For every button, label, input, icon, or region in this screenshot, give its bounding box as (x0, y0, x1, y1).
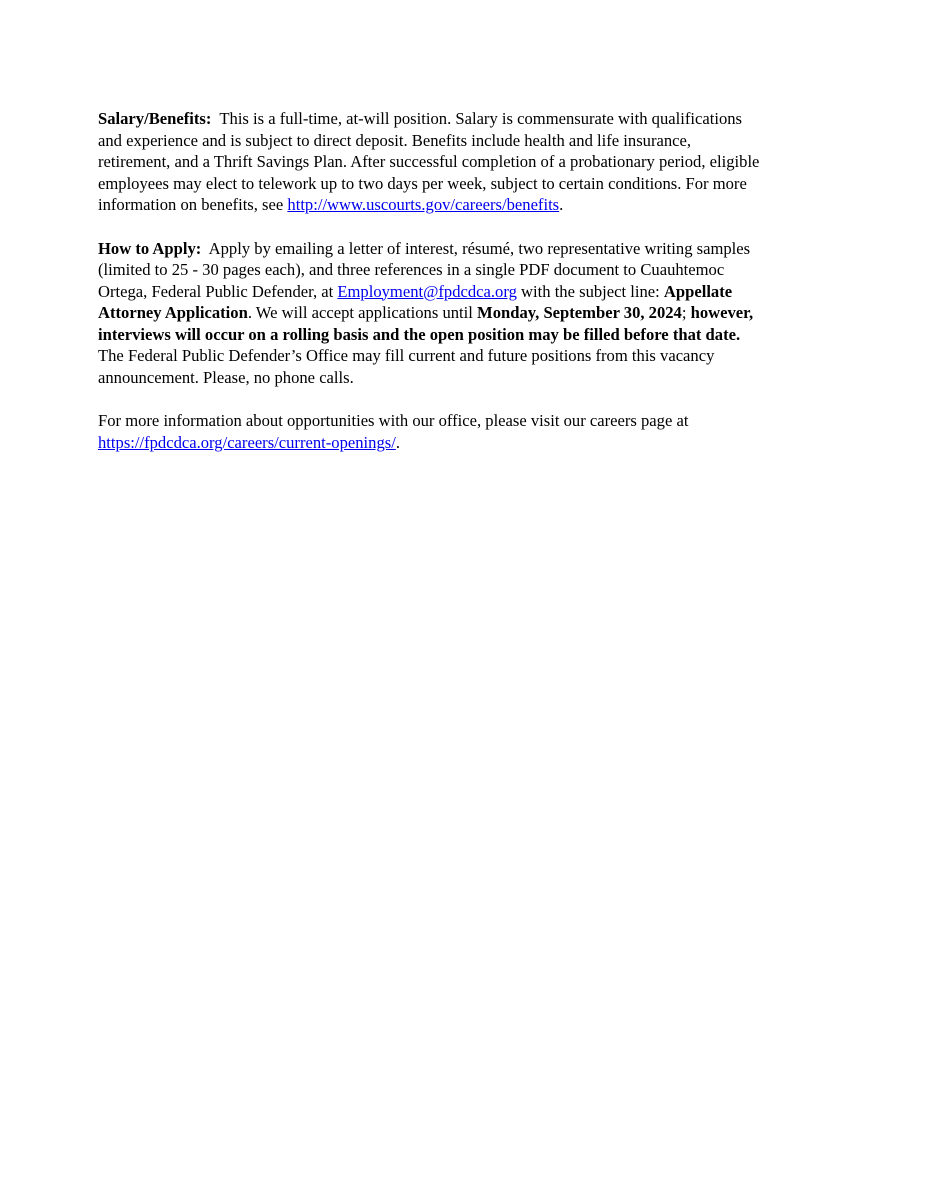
apply-text-line: Apply by emailing a letter of interest, résumé, two representative writing samples (208, 238, 751, 258)
salary-benefits-paragraph: Salary/Benefits: This is a full-time, at-will position. Salary is commensurate with qualifications and experience and is subject to direct deposit. Benefits include health and life insurance, retirement, and a Thrift Savings Plan. After successful completion of a probationary period, eligible employees may elect to telework up to two days per week, subject to certain conditions. For more information on benefits, see http://www.uscourts.gov/careers/benefits. (98, 108, 838, 216)
rolling-basis-notice: interviews will occur on a rolling basis and the open position may be filled before that date. (98, 324, 741, 344)
apply-text-line: (limited to 25 - 30 pages each), and three references in a single PDF document to Cuauhtemoc (98, 260, 725, 279)
employment-email-link[interactable]: Employment@fpdcdca.org (337, 281, 517, 301)
salary-text-line: retirement, and a Thrift Savings Plan. After successful completion of a probationary period, eligible (98, 152, 760, 171)
apply-text-line: The Federal Public Defender’s Office may fill current and future positions from this vacancy (98, 346, 715, 365)
apply-text-line: announcement. Please, no phone calls. (98, 367, 354, 387)
more-info-paragraph: For more information about opportunities with our office, please visit our careers page at https://fpdcdca.org/careers/current-openings/. (98, 410, 838, 453)
document-body (98, 108, 838, 475)
salary-text-line: information on benefits, see (98, 195, 288, 214)
how-to-apply-heading: How to Apply: (98, 238, 202, 258)
subject-line-text: Attorney Application (98, 303, 248, 322)
how-to-apply-paragraph: How to Apply: Apply by emailing a letter of interest, résumé, two representative writing samples (limited to 25 - 30 pages each), and three references in a single PDF document to Cuauhtemoc Ortega, Federal Public Defender, at Employment@fpdcdca.org with the subject line: Appellate Attorney Application. We will accept applications until Monday, September 30, 2024; however, interviews will occur on a rolling basis and the open position may be filled before that date. The Federal Public Defender’s Office may fill current and future positions from this vacancy announcement. Please, no phone calls. (98, 238, 838, 389)
salary-benefits-heading: Salary/Benefits: (98, 109, 212, 128)
careers-page-link[interactable]: https://fpdcdca.org/careers/current-openings/ (98, 432, 396, 452)
benefits-link[interactable]: http://www.uscourts.gov/careers/benefits (287, 195, 560, 214)
salary-text-line: and experience and is subject to direct deposit. Benefits include health and life insurance, (98, 130, 692, 150)
salary-text-line: This is a full-time, at-will position. Salary is commensurate with qualifications (219, 109, 742, 128)
more-info-text-line: For more information about opportunities with our office, please visit our careers page at (98, 411, 689, 430)
salary-text-line: employees may elect to telework up to two days per week, subject to certain conditions. For more (98, 173, 747, 193)
subject-line-text: Appellate (663, 281, 733, 301)
application-deadline: Monday, September 30, 2024 (477, 303, 682, 322)
